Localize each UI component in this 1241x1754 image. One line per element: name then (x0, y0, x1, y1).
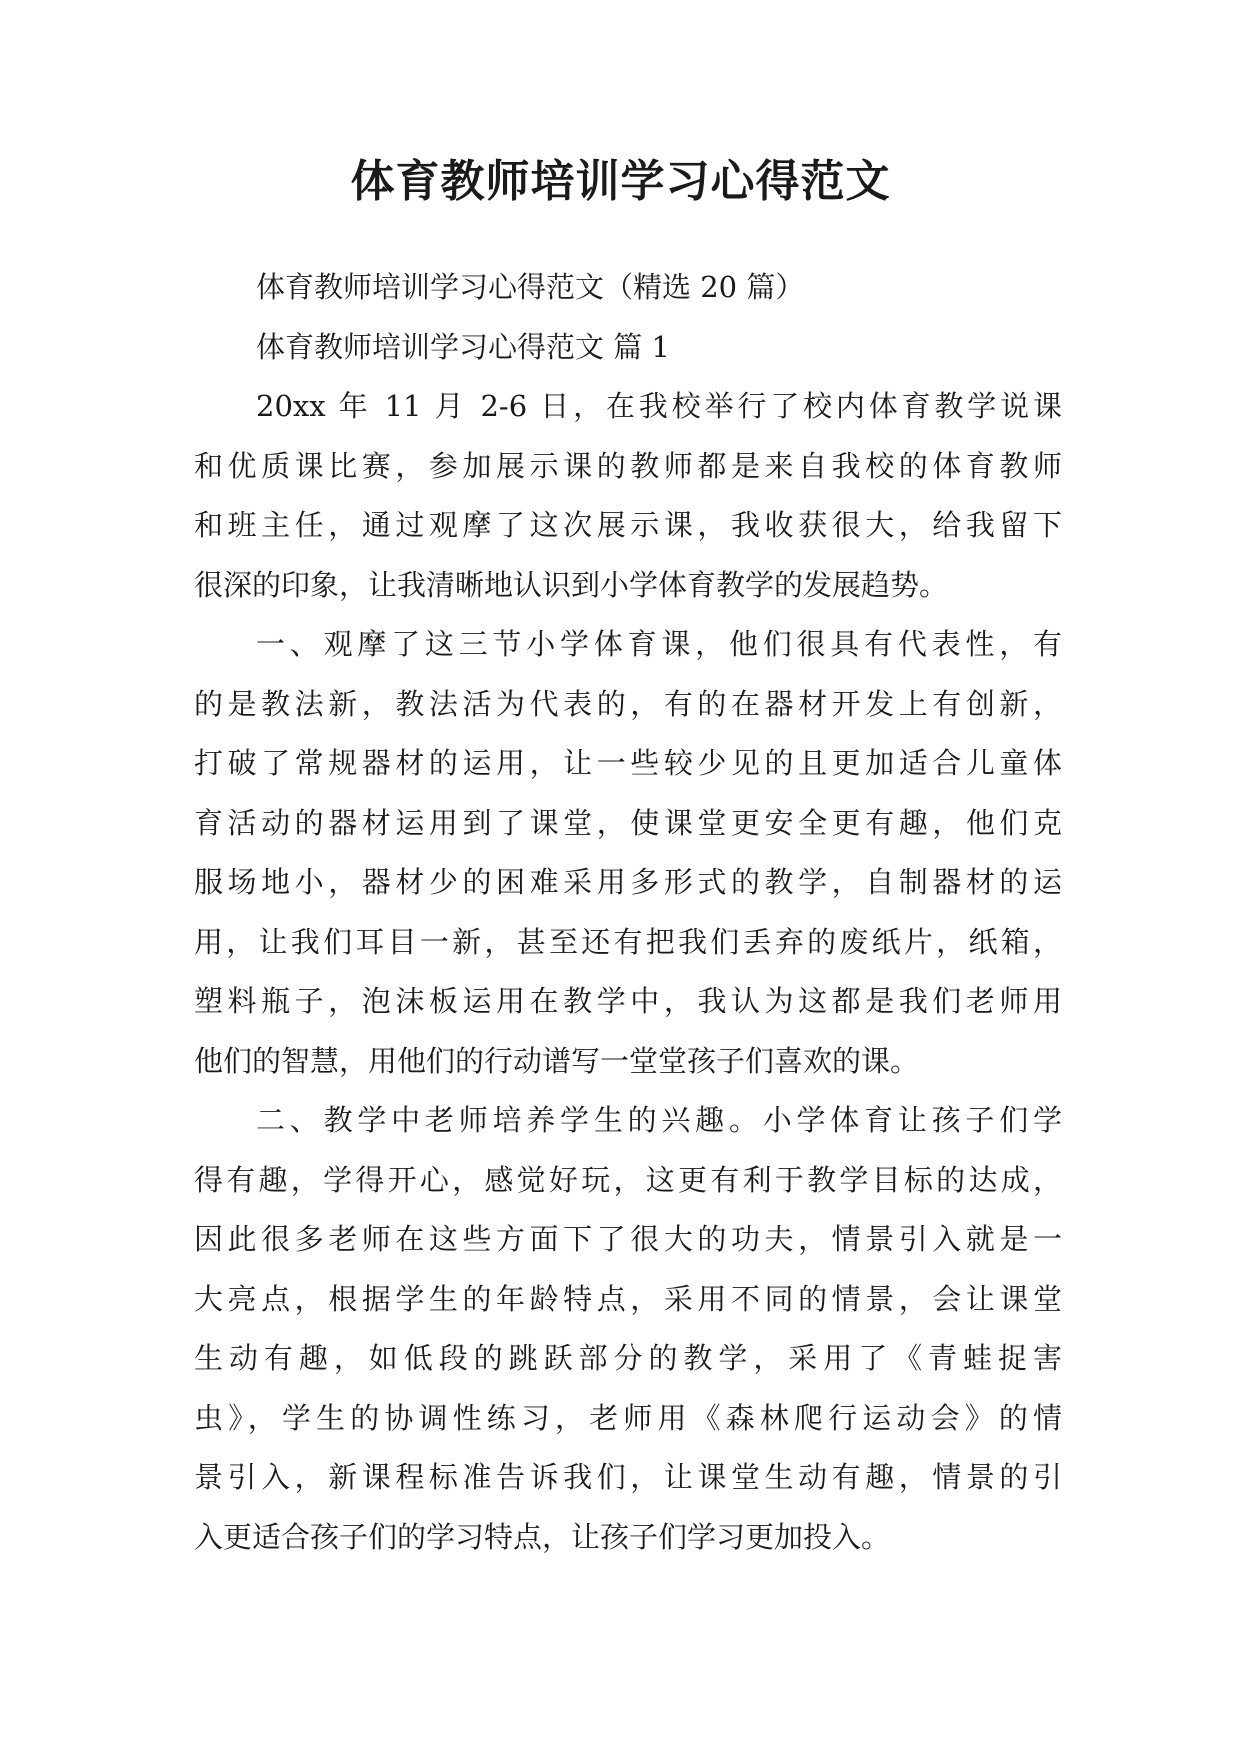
body-text-line: 塑料瓶子，泡沫板运用在教学中，我认为这都是我们老师用 (194, 984, 1062, 1018)
body-text-line: 虫》，学生的协调性练习，老师用《森林爬行运动会》的情 (194, 1400, 1062, 1435)
body-text-line: 一、观摩了这三节小学体育课，他们很具有代表性，有 (256, 627, 1062, 661)
body-text-line: 入更适合孩子们的学习特点，让孩子们学习更加投入。 (194, 1519, 891, 1554)
document-title: 体育教师培训学习心得范文 (350, 156, 891, 207)
body-text-line: 20xx 年 11 月 2-6 日，在我校举行了校内体育教学说课 (256, 389, 1062, 423)
body-text-line: 育活动的器材运用到了课堂，使课堂更安全更有趣，他们克 (194, 805, 1062, 840)
body-text-line: 打破了常规器材的运用，让一些较少见的且更加适合儿童体 (194, 746, 1062, 780)
body-text-line: 很深的印象，让我清晰地认识到小学体育教学的发展趋势。 (194, 567, 949, 602)
body-text-line: 体育教师培训学习心得范文 篇 1 (256, 329, 670, 364)
body-text-line: 服场地小，器材少的困难采用多形式的教学，自制器材的运 (194, 865, 1062, 899)
body-text-line: 二、教学中老师培养学生的兴趣。小学体育让孩子们学 (256, 1103, 1062, 1137)
body-text-line: 的是教法新，教法活为代表的，有的在器材开发上有创新， (194, 686, 1062, 721)
body-text-line: 大亮点，根据学生的年龄特点，采用不同的情景，会让课堂 (194, 1281, 1062, 1316)
body-text-line: 用，让我们耳目一新，甚至还有把我们丢弃的废纸片，纸箱， (194, 924, 1062, 959)
body-text-line: 体育教师培训学习心得范文（精选 20 篇） (256, 270, 805, 304)
body-text-line: 得有趣，学得开心，感觉好玩，这更有利于教学目标的达成， (194, 1162, 1062, 1197)
body-text-line: 因此很多老师在这些方面下了很大的功夫，情景引入就是一 (194, 1222, 1062, 1256)
body-text-line: 和优质课比赛，参加展示课的教师都是来自我校的体育教师 (194, 448, 1062, 483)
body-text-line: 生动有趣，如低段的跳跃部分的教学，采用了《青蛙捉害 (194, 1341, 1062, 1375)
body-text-line: 和班主任，通过观摩了这次展示课，我收获很大，给我留下 (194, 508, 1062, 542)
body-text-line: 他们的智慧，用他们的行动谱写一堂堂孩子们喜欢的课。 (194, 1043, 920, 1078)
document-body (194, 258, 1062, 1567)
body-text-line: 景引入，新课程标准告诉我们，让课堂生动有趣，情景的引 (194, 1460, 1062, 1494)
